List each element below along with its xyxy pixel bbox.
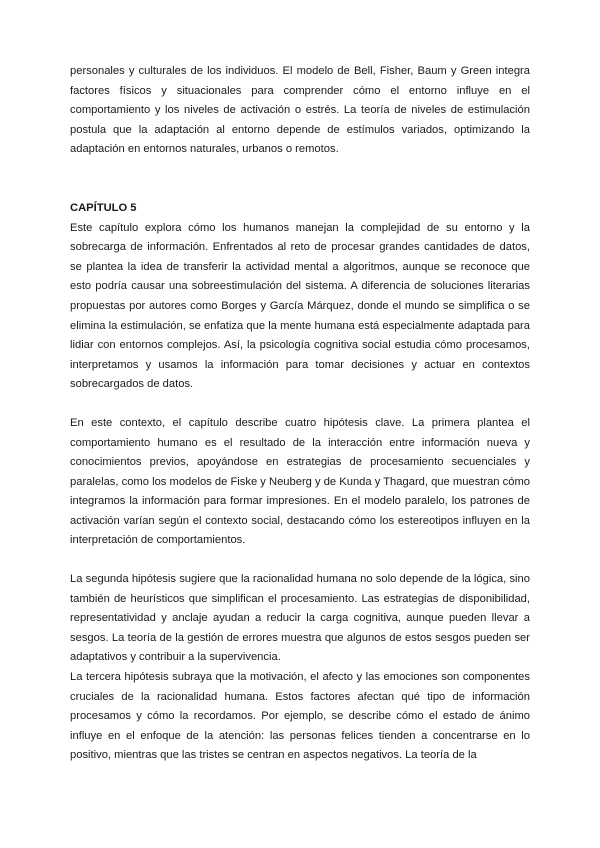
paragraph-intro: personales y culturales de los individuos. El modelo de Bell, Fisher, Baum y Green integra factores físicos y situacionales para comprender cómo el entorno influye en el comportamiento y los niveles de activación o estrés. La teoría de niveles de estimulación postula que la adaptación al entorno depende de estímulos variados, optimizando la adaptación en entornos naturales, urbanos o remotos. <box>70 65 530 156</box>
chapter-heading: CAPÍTULO 5 <box>70 201 137 214</box>
paragraph-hypotheses: En este contexto, el capítulo describe cuatro hipótesis clave. La primera plantea el comportamiento humano es el resultado de la interacción entre información nueva y conocimientos previos, apoyándose en estrategias de procesamiento secuenciales y paralelas, como los modelos de Fiske y Neuberg y de Kunda y Thagard, que muestran cómo integramos la información para formar impresiones. En el modelo paralelo, los patrones de activación varían según el contexto social, destacando cómo los estereotipos influyen en la interpretación de comportamientos. <box>70 416 530 547</box>
paragraph-chapter-intro: Este capítulo explora cómo los humanos manejan la complejidad de su entorno y la sobrecarga de información. Enfrentados al reto de procesar grandes cantidades de datos, se plantea la idea de transferir la actividad mental a algoritmos, aunque se reconoce que esto podría causar una sobreestimulación del sistema. A diferencia de soluciones literarias propuestas por autores como Borges y García Márquez, donde el mundo se simplifica o se elimina la estimulación, se enfatiza que la mente humana está especialmente adaptada para lidiar con entornos complejos. Así, la psicología cognitiva social estudia cómo procesamos, interpretamos y usamos la información para tomar decisiones y actuar en contextos sobrecargados de datos. <box>70 221 530 391</box>
spacer <box>70 160 530 199</box>
spacer <box>70 395 530 414</box>
document-page <box>70 62 530 766</box>
paragraph-second-hypothesis: La segunda hipótesis sugiere que la racionalidad humana no solo depende de la lógica, sino también de heurísticos que simplifican el procesamiento. Las estrategias de disponibilidad, representatividad y anclaje ayudan a reducir la carga cognitiva, aunque pueden llevar a sesgos. La teoría de la gestión de errores muestra que algunos de estos sesgos pueden ser adaptativos y contribuir a la supervivencia. <box>70 573 530 664</box>
paragraph-third-hypothesis: La tercera hipótesis subraya que la motivación, el afecto y las emociones son componentes cruciales de la racionalidad humana. Estos factores afectan qué tipo de información procesamos y cómo la recordamos. Por ejemplo, se describe cómo el estado de ánimo influye en el enfoque de la atención: las personas felices tienden a concentrarse en lo positivo, mientras que las tristes se centran en aspectos negativos. La teoría de la <box>70 671 530 762</box>
spacer <box>70 551 530 570</box>
